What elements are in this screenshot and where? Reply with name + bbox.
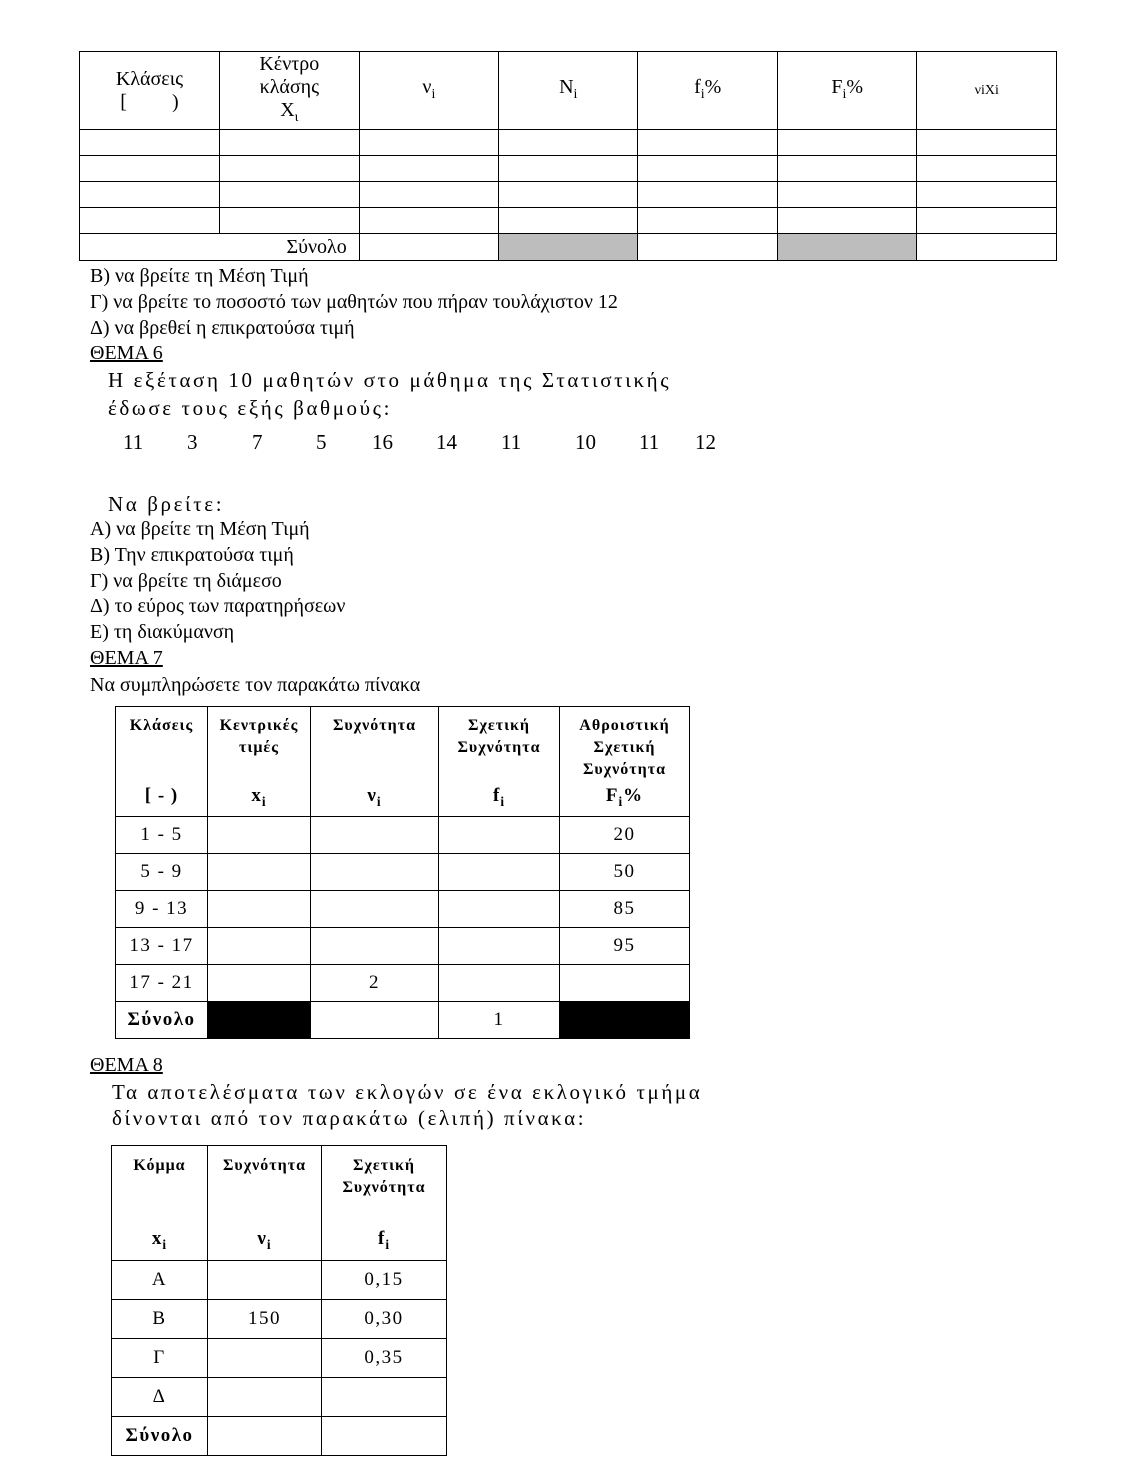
header-text: Σχετική [468, 717, 530, 734]
header-Fi [777, 52, 917, 130]
theme7-instruction: Να συμπληρώσετε τον παρακάτω πίνακα [90, 674, 421, 696]
fi-symbol: f [694, 75, 701, 98]
cell [359, 156, 498, 182]
header-text: Κεντρικές [219, 717, 299, 734]
header-symbol [439, 785, 559, 813]
total-row [80, 234, 1057, 261]
header-symbol [311, 785, 438, 813]
theme7-title: ΘΕΜΑ 7 [90, 647, 163, 669]
cell [311, 817, 439, 854]
cell [208, 965, 311, 1002]
cell [499, 182, 638, 208]
cell [439, 891, 560, 928]
cell: 17 - 21 [116, 965, 208, 1002]
shaded-cell [777, 234, 917, 261]
cell: 0,30 [322, 1300, 447, 1339]
table-row [80, 182, 1057, 208]
header-symbol: [ - ) [144, 785, 179, 806]
header-classes [116, 707, 208, 817]
grade: 7 [252, 430, 263, 454]
subscript: i [266, 1236, 272, 1252]
cell: 85 [560, 891, 690, 928]
header-classes [80, 52, 220, 130]
grade: 10 [575, 430, 596, 454]
header-text: τιμές [239, 739, 279, 756]
header-vixi: νiXi [917, 52, 1057, 130]
header-text: Συχνότητα [582, 761, 667, 778]
frequency-table-2 [115, 706, 690, 1039]
header-text: Συχνότητα [342, 1179, 426, 1196]
grade: 16 [372, 430, 393, 454]
table-row [112, 1261, 447, 1300]
blacked-cell [208, 1002, 311, 1039]
theme6-title: ΘΕΜΑ 6 [90, 342, 163, 364]
Fi-percent: % [846, 75, 864, 98]
table-row [112, 1339, 447, 1378]
grade: 12 [695, 430, 716, 454]
cell [322, 1378, 447, 1417]
cell [777, 156, 917, 182]
theme6-question-b: Β) Την επικρατούσα τιμή [90, 544, 294, 566]
header-text: Συχνότητα [222, 1157, 307, 1174]
symbol: x [251, 785, 262, 806]
subscript: i [261, 793, 267, 809]
cell: Γ [112, 1339, 208, 1378]
vi-subscript: i [431, 86, 436, 102]
cell [311, 891, 439, 928]
table-row [116, 817, 690, 854]
header-classes-label: Κλάσεις [115, 67, 183, 90]
cell [439, 965, 560, 1002]
theme6-question-a: Α) να βρείτε τη Μέση Τιμή [90, 518, 310, 540]
subscript: i [618, 793, 624, 809]
header-party [112, 1146, 208, 1261]
total-frequency [208, 1417, 322, 1456]
header-center-symbol [220, 99, 359, 129]
table-row [80, 156, 1057, 182]
cell [560, 965, 690, 1002]
question-c: Γ) να βρείτε το ποσοστό των μαθητών που πήραν τουλάχιστον 12 [90, 291, 618, 313]
table-row [112, 1300, 447, 1339]
grade: 11 [123, 430, 144, 454]
symbol: ν [257, 1228, 267, 1249]
table-row [116, 928, 690, 965]
grade: 14 [436, 430, 457, 454]
cell [359, 130, 498, 156]
cell [777, 182, 917, 208]
theme6-question-c: Γ) να βρείτε τη διάμεσο [90, 570, 282, 592]
header-fi [638, 52, 777, 130]
cell [917, 156, 1057, 182]
header-center-line1: Κέντρο [259, 52, 320, 75]
cell: Δ [112, 1378, 208, 1417]
header-center-line2: κλάσης [259, 75, 320, 98]
Ni-subscript: i [573, 86, 578, 102]
cell [219, 130, 359, 156]
cell [638, 208, 777, 234]
cell [219, 182, 359, 208]
Fi-symbol: F [831, 75, 843, 98]
header-text: Συχνότητα [457, 739, 541, 756]
total-row [116, 1002, 690, 1039]
total-label: Σύνολο [112, 1417, 208, 1456]
cell [638, 156, 777, 182]
frequency-table-1 [79, 51, 1057, 261]
theme6-intro-line2: έδωσε τους εξής βαθμούς: [108, 396, 393, 420]
cell [359, 208, 498, 234]
cell [311, 928, 439, 965]
cell [80, 156, 220, 182]
cell [219, 208, 359, 234]
cell [499, 208, 638, 234]
cell [208, 817, 311, 854]
header-text: Κόμμα [133, 1157, 186, 1174]
subscript: i [376, 793, 382, 809]
cell: 1 - 5 [116, 817, 208, 854]
header-frequency [311, 707, 439, 817]
header-symbol [322, 1228, 446, 1256]
cell [80, 182, 220, 208]
symbol: x [151, 1228, 163, 1249]
cell [208, 1378, 322, 1417]
cell [638, 130, 777, 156]
cell [917, 234, 1057, 261]
header-classes-bracket: [ ) [120, 90, 179, 113]
cell: 95 [560, 928, 690, 965]
grade: 11 [639, 430, 660, 454]
cell [777, 130, 917, 156]
subscript: i [500, 793, 506, 809]
cell: 50 [560, 854, 690, 891]
cell [499, 156, 638, 182]
x-subscript: ι [294, 109, 299, 125]
cell: Α [112, 1261, 208, 1300]
cell [219, 156, 359, 182]
symbol: ν [367, 785, 377, 806]
subscript: i [385, 1236, 391, 1252]
symbol: f [377, 1228, 386, 1249]
total-relative: 1 [439, 1002, 560, 1039]
table-row [80, 130, 1057, 156]
header-cumulative-relative-frequency [560, 707, 690, 817]
cell: 150 [208, 1300, 322, 1339]
cell [439, 817, 560, 854]
table-row [112, 1378, 447, 1417]
question-d: Δ) να βρεθεί η επικρατούσα τιμή [90, 317, 355, 339]
theme6-question-d: Δ) το εύρος των παρατηρήσεων [90, 595, 346, 617]
table-row [116, 891, 690, 928]
cell [359, 182, 498, 208]
cell [359, 234, 498, 261]
election-table [111, 1145, 447, 1456]
cell [917, 208, 1057, 234]
cell: 13 - 17 [116, 928, 208, 965]
blacked-cell [560, 1002, 690, 1039]
cell [208, 928, 311, 965]
theme6-prompt: Να βρείτε: [108, 492, 225, 516]
total-row [112, 1417, 447, 1456]
shaded-cell [499, 234, 638, 261]
cell [917, 182, 1057, 208]
header-relative-frequency [322, 1146, 447, 1261]
cell [638, 182, 777, 208]
cell [917, 130, 1057, 156]
header-symbol [208, 785, 310, 813]
header-text: Σχετική [353, 1157, 415, 1174]
cell [208, 1339, 322, 1378]
header-symbol [560, 785, 689, 813]
table-row [116, 965, 690, 1002]
cell [80, 208, 220, 234]
Fi-subscript: i [842, 86, 847, 102]
cell [208, 891, 311, 928]
suffix: % [623, 785, 644, 806]
cell [80, 130, 220, 156]
grades-list [0, 430, 800, 456]
cell [439, 928, 560, 965]
total-relative [322, 1417, 447, 1456]
header-text: Σχετική [593, 739, 656, 756]
cell [311, 854, 439, 891]
header-text: Συχνότητα [332, 717, 417, 734]
cell [208, 1261, 322, 1300]
theme8-intro-line1: Τα αποτελέσματα των εκλογών σε ένα εκλογικό τμήμα [112, 1080, 703, 1104]
header-frequency [208, 1146, 322, 1261]
x-symbol: X [280, 98, 295, 121]
grade: 5 [316, 430, 327, 454]
header-Ni [499, 52, 638, 130]
theme6-intro-line1: Η εξέταση 10 μαθητών στο μάθημα της Στατιστικής [108, 368, 672, 392]
cell: 5 - 9 [116, 854, 208, 891]
grade: 11 [501, 430, 522, 454]
symbol: f [492, 785, 501, 806]
theme8-intro-line2: δίνονται από τον παρακάτω (ελιπή) πίνακα: [112, 1106, 587, 1130]
grade: 3 [187, 430, 198, 454]
fi-percent: % [704, 75, 722, 98]
header-class-center [219, 52, 359, 130]
subscript: i [162, 1236, 168, 1252]
header-vi [359, 52, 498, 130]
fi-subscript: i [700, 86, 705, 102]
cell: 9 - 13 [116, 891, 208, 928]
cell [638, 234, 777, 261]
table-row [80, 208, 1057, 234]
cell: 2 [311, 965, 439, 1002]
cell: 0,35 [322, 1339, 447, 1378]
cell: Β [112, 1300, 208, 1339]
cell: 0,15 [322, 1261, 447, 1300]
cell: 20 [560, 817, 690, 854]
vi-symbol: ν [422, 75, 432, 98]
cell [208, 854, 311, 891]
table-row [116, 854, 690, 891]
cell [439, 854, 560, 891]
question-b: Β) να βρείτε τη Μέση Τιμή [90, 265, 309, 287]
cell [499, 130, 638, 156]
header-symbol [208, 1228, 321, 1256]
header-central-values [208, 707, 311, 817]
header-text: Αθροιστική [579, 717, 670, 734]
header-relative-frequency [439, 707, 560, 817]
symbol: F [605, 785, 619, 806]
total-frequency [311, 1002, 439, 1039]
header-text: Κλάσεις [129, 717, 194, 734]
Ni-symbol: N [559, 75, 574, 98]
theme6-question-e: Ε) τη διακύμανση [90, 621, 235, 643]
cell [777, 208, 917, 234]
total-label: Σύνολο [80, 234, 360, 261]
theme8-title: ΘΕΜΑ 8 [90, 1054, 163, 1076]
header-symbol [112, 1228, 207, 1256]
total-label: Σύνολο [116, 1002, 208, 1039]
